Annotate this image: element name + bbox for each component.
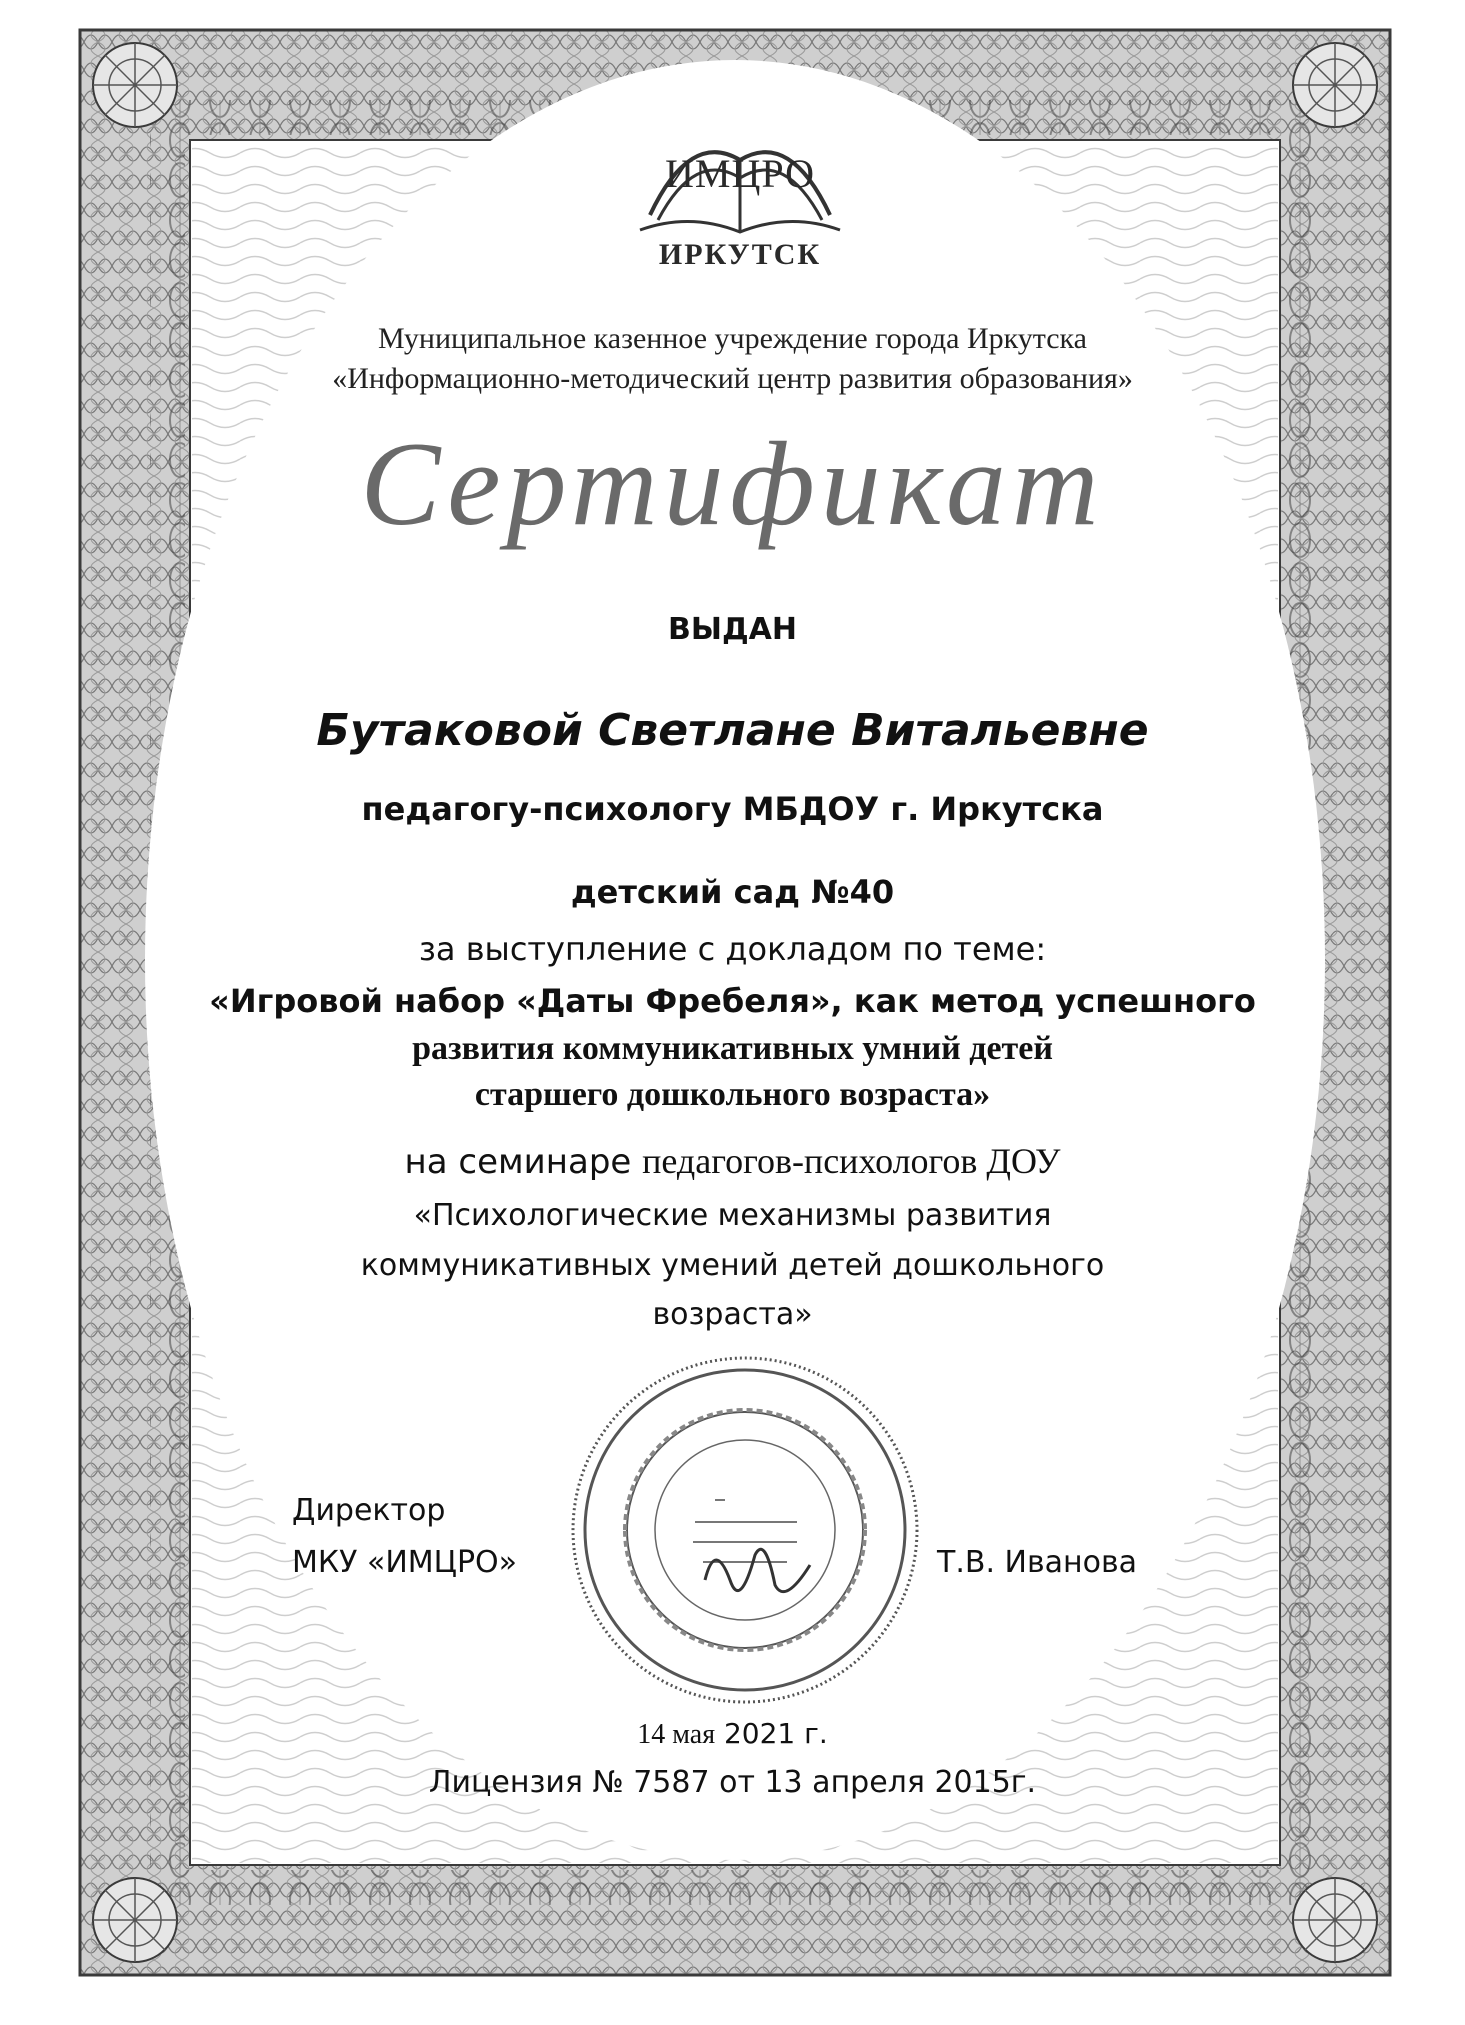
recipient-name: Бутаковой Светлане Витальевне xyxy=(316,705,1149,756)
seminar-prefix: на семинаре xyxy=(404,1142,632,1182)
issue-date-day-month: 14 мая xyxy=(637,1719,716,1750)
official-stamp xyxy=(565,1350,925,1710)
seminar-line xyxy=(0,1140,1465,1182)
organization-line-2: «Информационно-методический центр развития образования» xyxy=(332,362,1133,395)
reason-text: за выступление с докладом по теме: xyxy=(418,930,1047,968)
director-title: Директор xyxy=(292,1493,446,1528)
signature-scribble xyxy=(705,1549,810,1591)
topic-line-2: развития коммуникативных умний детей xyxy=(412,1030,1053,1067)
director-organization: МКУ «ИМЦРО» xyxy=(292,1545,518,1580)
seminar-title-line-2: коммуникативных умений детей дошкольного xyxy=(360,1248,1105,1283)
logo-name: ИМЦРО xyxy=(665,151,815,196)
director-name: Т.В. Иванова xyxy=(937,1545,1138,1580)
recipient-position: педагогу-психологу МБДОУ г. Иркутска xyxy=(361,790,1104,828)
topic-line-1: «Игровой набор «Даты Фребеля», как метод успешного xyxy=(209,982,1256,1020)
license-text: Лицензия № 7587 от 13 апреля 2015г. xyxy=(428,1765,1037,1800)
certificate-title: Сертификат xyxy=(360,417,1105,550)
recipient-institution: детский сад №40 xyxy=(570,873,895,911)
imcro-logo xyxy=(630,120,850,290)
topic-line-3: старшего дошкольного возраста» xyxy=(474,1076,991,1113)
issued-label: ВЫДАН xyxy=(668,612,797,647)
issue-date xyxy=(0,1717,1465,1751)
logo-city: ИРКУТСК xyxy=(658,238,822,271)
issue-date-year: 2021 г. xyxy=(723,1717,828,1750)
seminar-title-line-1: «Психологические механизмы развития xyxy=(413,1198,1052,1233)
seminar-title-line-3: возраста» xyxy=(652,1297,813,1332)
seminar-audience: педагогов-психологов ДОУ xyxy=(642,1141,1061,1181)
organization-line-1: Муниципальное казенное учреждение города Иркутска xyxy=(377,322,1087,355)
